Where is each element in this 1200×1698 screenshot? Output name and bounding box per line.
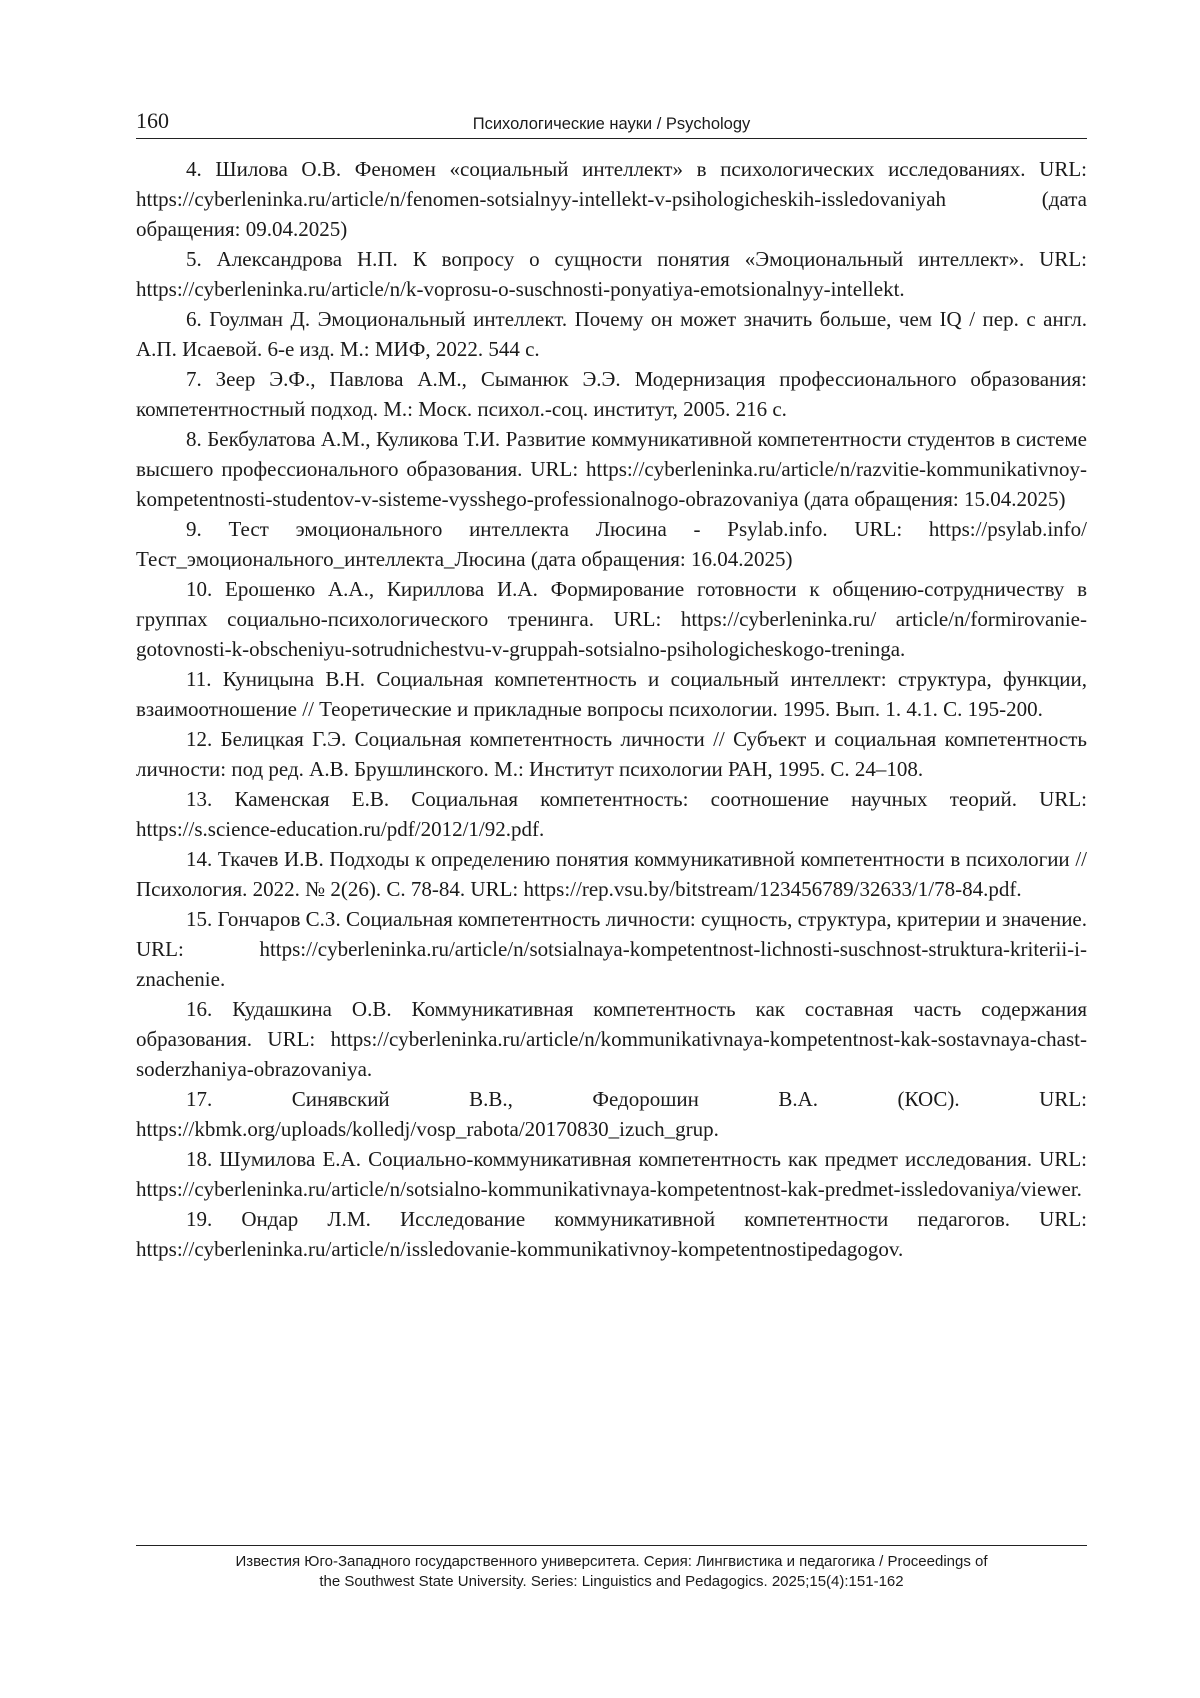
reference-item: 17. Синявский В.В., Федорошин В.А. (КОС). URL: https://kbmk.org/uploads/kolledj/vosp_rabota/20170830_izuch_grup. <box>136 1087 1087 1141</box>
reference-item: 4. Шилова О.В. Феномен «социальный интеллект» в психологических исследованиях. URL: https://cyberleninka.ru/article/n/fenomen-sotsialnyy-intellekt-v-psihologicheskih-issledovaniyah (дата обращения: 09.04.2025) <box>136 157 1087 241</box>
reference-item: 12. Белицкая Г.Э. Социальная компетентность личности // Субъект и социальная компетентность личности: под ред. А.В. Брушлинского. М.: Институт психологии РАН, 1995. С. 24–108. <box>136 727 1087 781</box>
reference-item: 19. Ондар Л.М. Исследование коммуникативной компетентности педагогов. URL: https://cyberleninka.ru/article/n/issledovanie-kommunikativnoy-kompetentnostipedagogov. <box>136 1207 1087 1261</box>
reference-item: 9. Тест эмоционального интеллекта Люсина - Psylab.info. URL: https://psylab.info/Тест_эмоционального_интеллекта_Люсина (дата обращения: 16.04.2025) <box>136 517 1087 571</box>
reference-item: 7. Зеер Э.Ф., Павлова А.М., Сыманюк Э.Э. Модернизация профессионального образования: компетентностный подход. М.: Моск. психол.-соц. институт, 2005. 216 с. <box>136 367 1087 421</box>
reference-list <box>136 154 1087 1264</box>
reference-item: 18. Шумилова Е.А. Социально-коммуникативная компетентность как предмет исследования. URL: https://cyberleninka.ru/article/n/sotsialno-kommunikativnaya-kompetentnost-kak-predmet-issledovaniya/viewer. <box>136 1147 1087 1201</box>
reference-item: 14. Ткачев И.В. Подходы к определению понятия коммуникативной компетентности в психологии // Психология. 2022. № 2(26). С. 78-84. URL: https://rep.vsu.by/bitstream/123456789/32633/1/78-84.pdf. <box>136 847 1087 901</box>
page-header <box>136 104 1087 139</box>
reference-item: 16. Кудашкина О.В. Коммуникативная компетентность как составная часть содержания образования. URL: https://cyberleninka.ru/article/n/kommunikativnaya-kompetentnost-kak-sostavnaya-chast-soderzhaniya-obrazovaniya. <box>136 997 1087 1081</box>
reference-item: 5. Александрова Н.П. К вопросу о сущности понятия «Эмоциональный интеллект». URL: https://cyberleninka.ru/article/n/k-voprosu-o-suschnosti-ponyatiya-emotsionalnyy-intellekt. <box>136 247 1087 301</box>
reference-item: 8. Бекбулатова А.М., Куликова Т.И. Развитие коммуникативной компетентности студентов в системе высшего профессионального образования. URL: https://cyberleninka.ru/article/n/razvitie-kommunikativnoy-kompetentnosti-studentov-v-sisteme-vysshego-professionalnogo-obrazovaniya (дата обращения: 15.04.2025) <box>136 427 1087 511</box>
reference-item: 6. Гоулман Д. Эмоциональный интеллект. Почему он может значить больше, чем IQ / пер. с англ. А.П. Исаевой. 6-е изд. М.: МИФ, 2022. 544 с. <box>136 307 1087 361</box>
reference-item: 15. Гончаров С.З. Социальная компетентность личности: сущность, структура, критерии и значение. URL: https://cyberleninka.ru/article/n/sotsialnaya-kompetentnost-lichnosti-suschnost-struktura-kriterii-i-znachenie. <box>136 907 1087 991</box>
page-footer <box>136 1545 1087 1592</box>
reference-item: 11. Куницына В.Н. Социальная компетентность и социальный интеллект: структура, функции, взаимоотношение // Теоретические и прикладные вопросы психологии. 1995. Вып. 1. 4.1. С. 195-200. <box>136 667 1087 721</box>
running-title: Психологические науки / Psychology <box>472 115 751 133</box>
journal-citation-line-2: the Southwest State University. Series: Linguistics and Pedagogics. 2025;15(4):151-162 <box>319 1573 904 1590</box>
reference-item: 10. Ерошенко А.А., Кириллова И.А. Формирование готовности к общению-сотрудничеству в группах социально-психологического тренинга. URL: https://cyberleninka.ru/ article/n/formirovanie-gotovnosti-k-obscheniyu-sotrudnichestvu-v-gruppah-sotsialno-psihologicheskogo-treninga. <box>136 577 1087 661</box>
page-number: 160 <box>136 108 169 133</box>
journal-citation-line-1: Известия Юго-Западного государственного университета. Серия: Лингвистика и педагогика / Proceedings of <box>235 1553 988 1570</box>
reference-item: 13. Каменская Е.В. Социальная компетентность: соотношение научных теорий. URL: https://s.science-education.ru/pdf/2012/1/92.pdf. <box>136 787 1087 841</box>
